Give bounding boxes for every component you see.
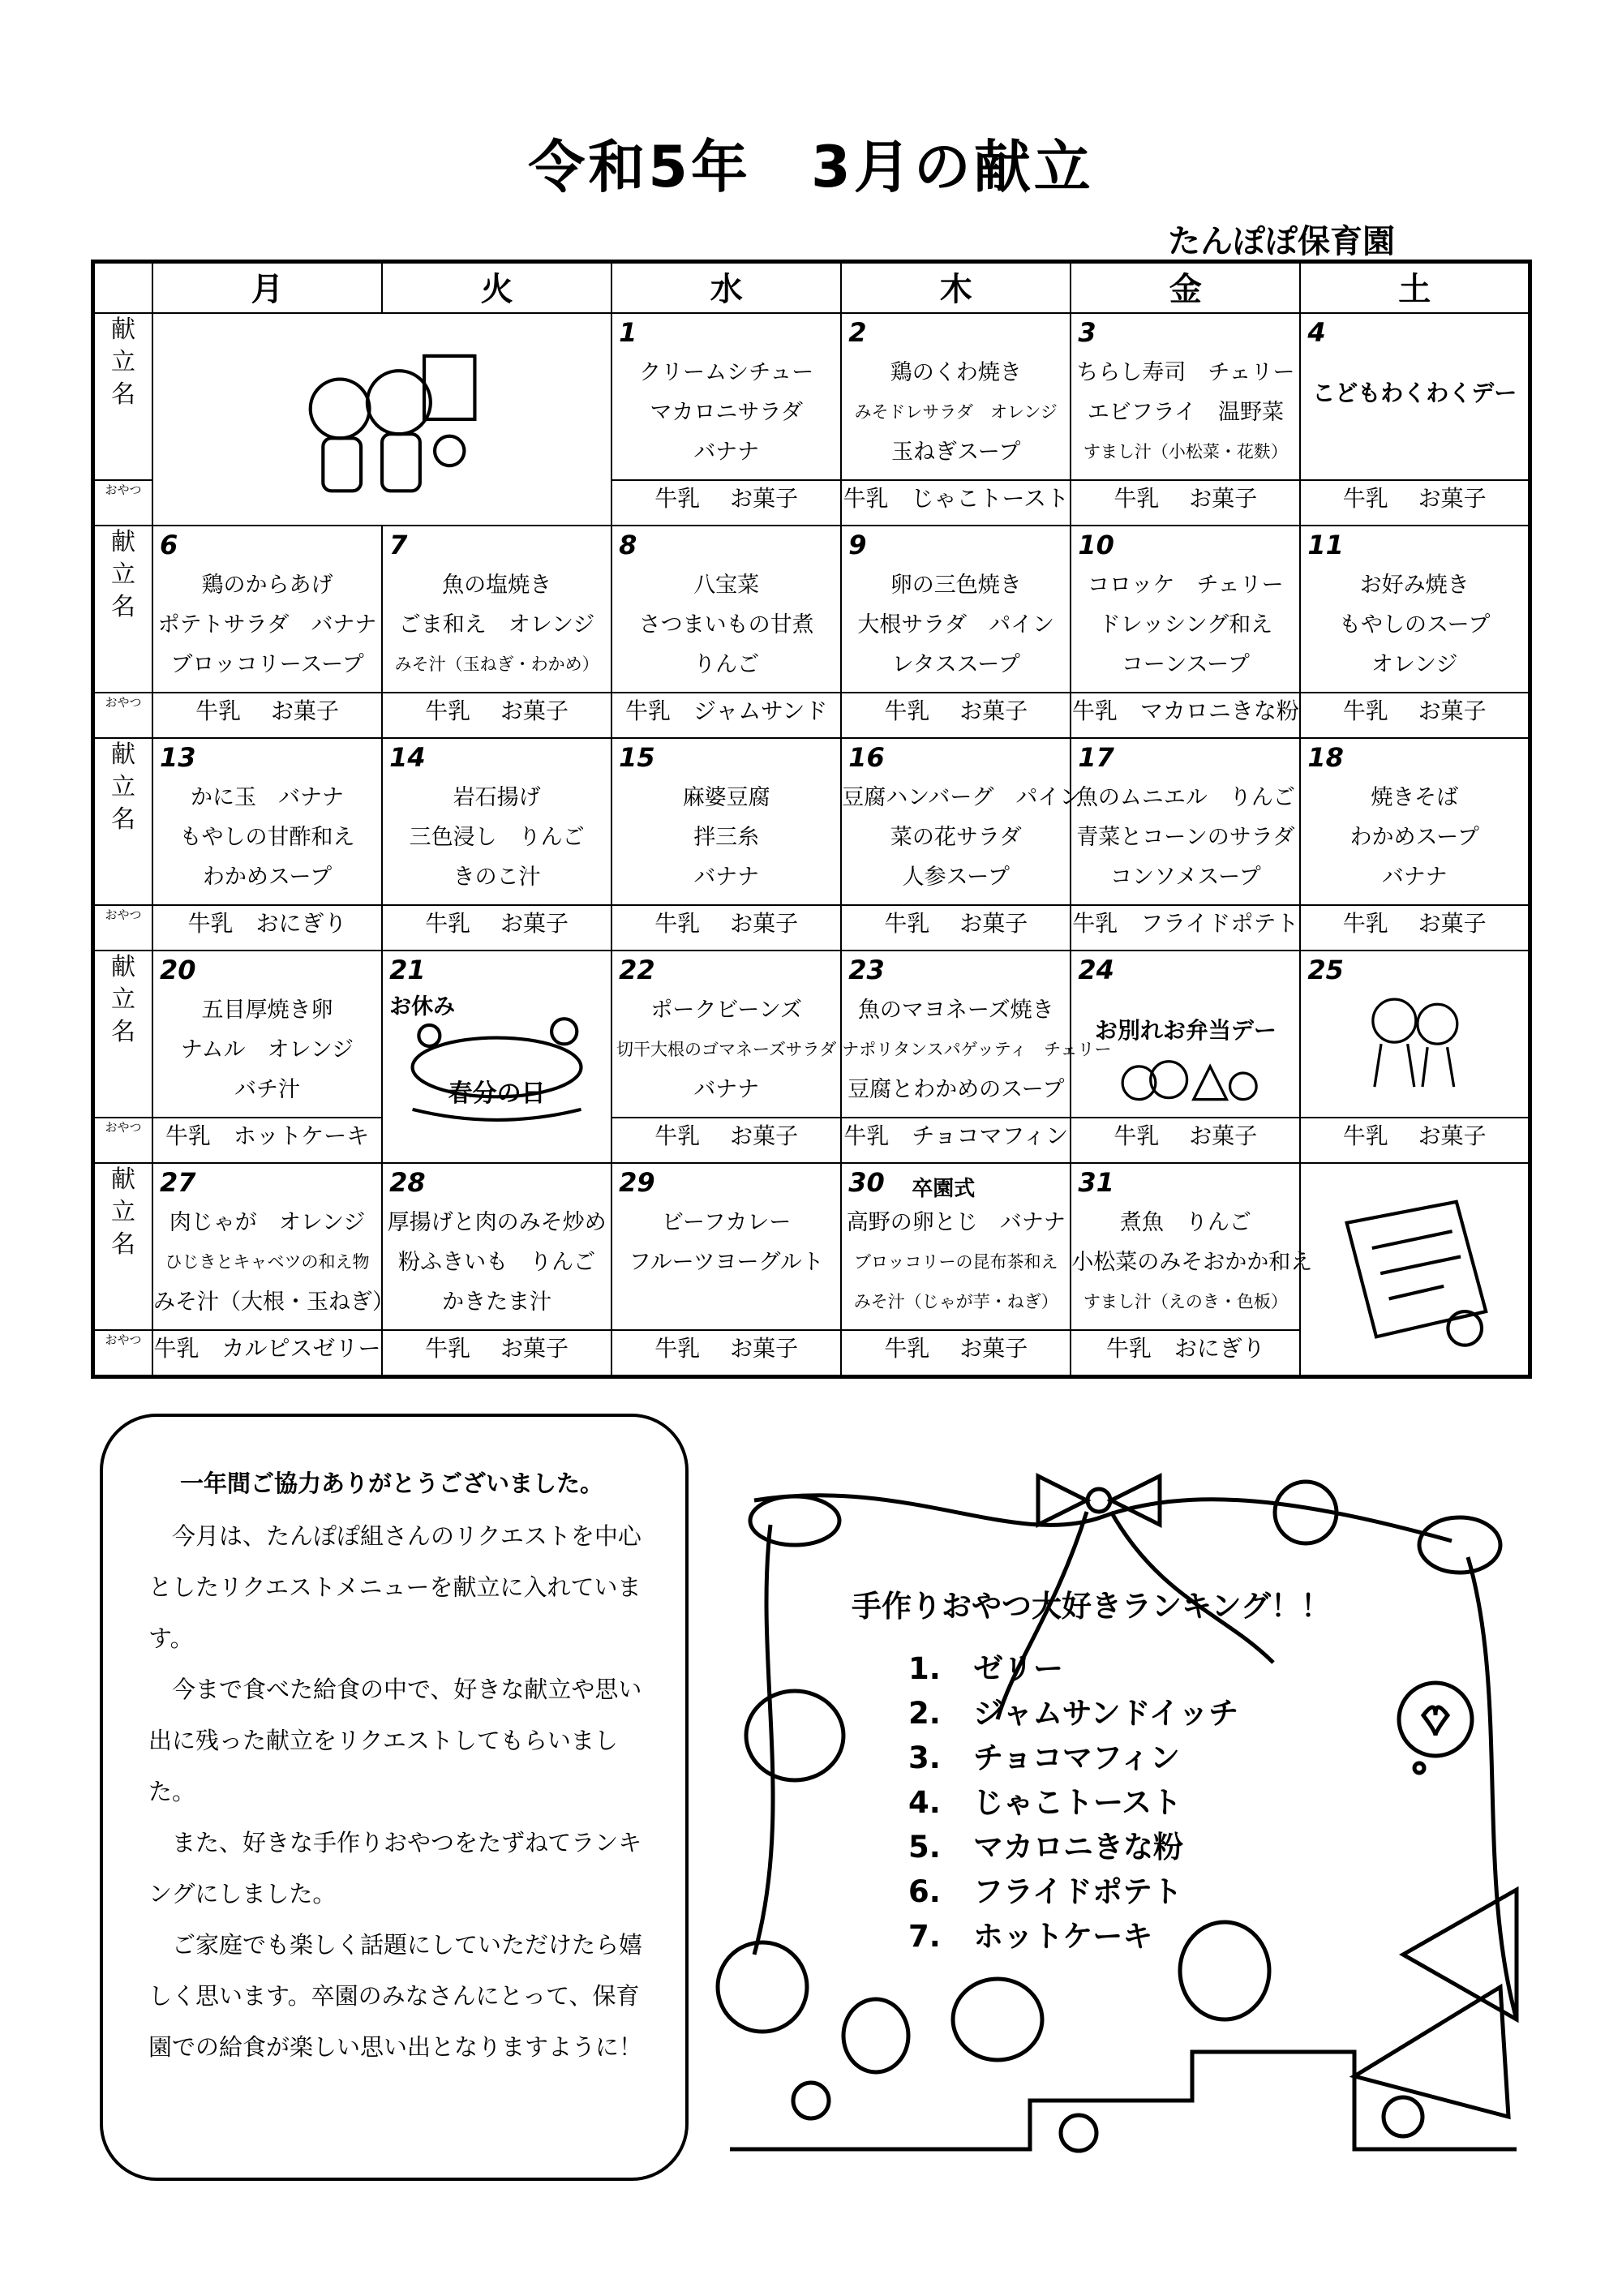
date-number: 6 [160,530,178,561]
ranking-item [908,1780,1238,1825]
ranking-item [908,1646,1238,1691]
menu-item: ナポリタンスパゲッティ チェリー [842,1040,1112,1060]
menu-item: わかめスープ [202,865,333,891]
week-menu-row [93,738,1530,905]
day-note: お休み [389,994,456,1020]
ranking-item [908,1914,1238,1959]
menu-item: 拌三糸 [693,825,760,851]
date-number: 1 [619,317,637,349]
menu-item: もやしの甘酢和え [179,825,355,851]
menu-item: 三色浸し りんご [409,825,585,851]
ranking-title: 手作りおやつ大好きランキング！！ [852,1589,1331,1624]
ranking-name: マカロニきな粉 [973,1830,1183,1865]
date-number: 29 [619,1166,655,1198]
label-snack: おやつ [93,693,153,738]
menu-items [842,778,1082,897]
date-number: 14 [389,742,426,774]
menu-item: 八宝菜 [693,573,760,599]
menu-items [612,353,840,472]
day-cell [382,526,611,693]
menu-item: ちらし寿司 チェリー [1076,360,1295,386]
ranking-name: チョコマフィン [973,1740,1180,1775]
menu-item: 青菜とコーンのサラダ [1076,825,1295,851]
bento-illustration [1071,984,1299,1149]
menu-items [1301,565,1528,685]
menu-item: エビフライ 温野菜 [1087,400,1284,426]
snack-cell: 牛乳 カルピスゼリー [152,1330,382,1377]
menu-item: さつまいもの甘煮 [638,612,814,638]
menu-item: バナナ [693,865,760,891]
ranking-item [908,1736,1238,1780]
date-number: 30 [848,1166,885,1198]
menu-item: 岩石揚げ [453,785,541,811]
day-cell [1300,738,1530,905]
label-snack: おやつ [93,905,153,951]
menu-items [153,990,381,1109]
menu-item: すまし汁（小松菜・花麩） [1083,442,1288,462]
ranking-name: じゃこトースト [973,1785,1182,1820]
menu-items [612,565,840,685]
day-cell [152,951,382,1118]
ranking-item [908,1869,1238,1914]
menu-item: ブロッコリーの昆布茶和え [853,1251,1058,1272]
menu-item: ナムル オレンジ [180,1037,354,1063]
menu-table [91,260,1532,1379]
menu-items [153,565,381,685]
menu-items [612,990,840,1109]
snack-cell: 牛乳 じゃこトースト [841,480,1071,526]
label-snack: おやつ [93,1330,153,1377]
school-name: たんぽぽ保育園 [1168,223,1395,260]
menu-item: 鶏のくわ焼き [890,360,1022,386]
menu-items [842,990,1112,1109]
snack-cell: 牛乳 お菓子 [382,693,611,738]
menu-items [383,778,611,897]
menu-items [383,1203,611,1322]
menu-item: 魚のマヨネーズ焼き [857,998,1054,1024]
menu-item: 大根サラダ パイン [857,612,1055,638]
date-number: 21 [389,955,426,986]
day-cell [841,526,1071,693]
menu-items [842,1203,1070,1322]
corner-cell [93,262,153,314]
menu-item: 厚揚げと肉のみそ炒め [387,1209,607,1235]
date-number: 10 [1078,530,1114,561]
date-number: 22 [619,955,655,986]
label-menu-name: 献 立 名 [93,951,153,1118]
snack-cell: 牛乳 お菓子 [841,693,1071,738]
menu-items [1071,778,1299,897]
snack-cell: 牛乳 お菓子 [1300,480,1530,526]
label-snack: おやつ [93,1118,153,1163]
day-cell [1071,1163,1313,1330]
menu-item: 麻婆豆腐 [682,785,770,811]
day-cell [611,951,841,1118]
menu-item: 五目厚焼き卵 [201,998,333,1024]
ranking-number: 3. [908,1740,941,1775]
menu-item: バナナ [693,440,760,466]
snack-cell: 牛乳 おにぎり [152,905,382,951]
date-number: 18 [1307,742,1344,774]
menu-item: すまし汁（えのき・色板） [1083,1291,1288,1311]
label-menu-name: 献 立 名 [93,313,153,480]
message-heading: 一年間ご協力ありがとうございました。 [180,1470,604,1497]
snack-cell: 牛乳 フライドポテト [1071,905,1300,951]
snack-cell: 牛乳 お菓子 [841,1330,1071,1377]
label-menu-name: 献 立 名 [93,1163,153,1330]
menu-item: もやしのスープ [1339,612,1491,638]
day-cell [152,738,382,905]
menu-items [383,565,611,685]
menu-item: バナナ [693,1077,760,1103]
menu-item: 小松菜のみそおかか和え [1071,1249,1313,1275]
special-day: お別れお弁当デー [1094,1017,1277,1045]
snack-cell: 牛乳 お菓子 [152,693,382,738]
menu-item: 菜の花サラダ [890,825,1022,851]
day-cell [1300,526,1530,693]
week-menu-row [93,1163,1530,1330]
menu-item: フルーツヨーグルト [629,1249,824,1275]
day-tue: 火 [382,262,611,314]
menu-item: きのこ汁 [453,865,541,891]
snack-cell: 牛乳 お菓子 [841,905,1071,951]
date-number: 25 [1307,955,1344,986]
menu-item: クリームシチュー [639,360,814,386]
day-cell [382,738,611,905]
day-cell [841,1163,1071,1330]
certificate-illustration [1301,1164,1528,1375]
label-menu-name: 献 立 名 [93,526,153,693]
message-paragraph: 今月は、たんぽぽ組さんのリクエストを中心としたリクエストメニューを献立に入れています。 [148,1522,642,1652]
holiday-name: 春分の日 [448,1079,546,1109]
date-number: 4 [1307,317,1326,349]
label-menu-name: 献 立 名 [93,738,153,905]
menu-item: ドレッシング和え [1098,612,1273,638]
menu-item: 卵の三色焼き [890,573,1022,599]
menu-items [1301,778,1528,897]
snack-cell: 牛乳 お菓子 [1300,1118,1530,1163]
menu-item: コーンスープ [1121,652,1250,678]
snack-cell: 牛乳 お菓子 [611,1330,841,1377]
day-sat: 土 [1300,262,1530,314]
day-cell [611,313,841,480]
ranking-item [908,1691,1238,1736]
day-cell [841,738,1082,905]
menu-item: 魚のムニエル りんご [1075,785,1295,811]
menu-item: かきたま汁 [442,1289,552,1315]
menu-item: 魚の塩焼き [442,573,552,599]
special-day: こどもわくわくデー [1312,380,1517,407]
day-cell [1300,951,1530,1118]
day-cell [1071,313,1300,480]
date-note: 卒園式 [912,1176,976,1201]
menu-item: バチ汁 [234,1077,301,1103]
message-paragraph: ご家庭でも楽しく話題にしていただけたら嬉しく思います。卒園のみなさんにとって、保育園での給食が楽しい思い出となりますように！ [148,1931,643,2061]
snack-cell: 牛乳 ジャムサンド [611,693,841,738]
message-box [100,1414,689,2181]
snack-cell: 牛乳 お菓子 [1071,1118,1300,1163]
menu-item: 玉ねぎスープ [891,440,1021,466]
snack-cell: 牛乳 お菓子 [611,905,841,951]
menu-item: 豆腐とわかめのスープ [847,1077,1065,1103]
week-snack-row [93,1118,1530,1163]
ranking-name: ジャムサンドイッチ [973,1696,1239,1731]
day-cell [611,1163,841,1330]
day-fri: 金 [1071,262,1300,314]
snack-cell: 牛乳 お菓子 [1300,905,1530,951]
ranking-number: 7. [908,1919,941,1954]
menu-item: 豆腐ハンバーグ パイン [842,785,1082,811]
ranking-number: 2. [908,1696,941,1731]
day-mon: 月 [152,262,382,314]
menu-item: ポテトサラダ バナナ [157,612,377,638]
message-paragraph: また、好きな手作りおやつをたずねてランキングにしました。 [148,1829,642,1908]
date-number: 7 [389,530,408,561]
week-menu-row [93,526,1530,693]
day-cell [152,526,382,693]
ranking-name: ゼリー [973,1651,1063,1686]
ranking-number: 5. [908,1830,941,1865]
snack-cell: 牛乳 おにぎり [1071,1330,1300,1377]
menu-item: かに玉 バナナ [191,785,345,811]
menu-item: ひじきとキャベツの和え物 [165,1251,370,1272]
menu-items [153,1203,394,1322]
date-number: 15 [619,742,655,774]
day-thu: 木 [841,262,1071,314]
snack-cell: 牛乳 お菓子 [1300,693,1530,738]
menu-items [612,1203,840,1322]
spring-flowers-illustration [383,951,611,1162]
ranking-item [908,1825,1238,1869]
day-cell [382,1163,611,1330]
menu-item: 鶏のからあげ [201,573,333,599]
menu-item: レタススープ [891,652,1020,678]
date-number: 28 [389,1166,426,1198]
menu-items [1071,1203,1313,1322]
menu-items [1071,565,1299,685]
week-snack-row [93,905,1530,951]
weekday-header-row [93,262,1530,314]
page-title: 令和5年 3月の献立 [528,134,1094,200]
menu-items [1071,353,1299,472]
date-number: 27 [160,1166,196,1198]
date-number: 17 [1078,742,1114,774]
menu-item: ポークビーンズ [650,998,802,1024]
menu-item: みそドレサラダ オレンジ [854,402,1058,423]
date-number: 23 [848,955,885,986]
menu-items [612,778,840,897]
menu-item: コンソメスープ [1109,865,1261,891]
day-cell [1300,313,1530,480]
menu-items [842,565,1070,685]
snack-cell: 牛乳 お菓子 [382,1330,611,1377]
day-cell [841,313,1071,480]
ranking-number: 1. [908,1651,941,1686]
menu-item: ごま和え オレンジ [398,612,595,638]
menu-item: みそ汁（じゃが芋・ねぎ） [853,1291,1058,1311]
snack-cell: 牛乳 マカロニきな粉 [1071,693,1300,738]
label-snack: おやつ [93,480,153,526]
day-cell [611,738,841,905]
date-number: 13 [160,742,196,774]
menu-item: みそ汁（大根・玉ねぎ） [153,1289,394,1315]
date-number: 2 [848,317,867,349]
date-number: 24 [1078,955,1114,986]
week-menu-row [93,313,1530,480]
snack-cell: 牛乳 お菓子 [1071,480,1300,526]
ranking-list [908,1646,1238,1959]
snack-cell: 牛乳 ホットケーキ [152,1118,382,1163]
day-wed: 水 [611,262,841,314]
menu-item: コロッケ チェリー [1088,573,1284,599]
menu-item: りんご [693,652,760,678]
illustration-cell [152,313,611,526]
ranking-name: ホットケーキ [973,1919,1153,1954]
message-body [148,1511,651,2073]
menu-item: お好み焼き [1359,573,1470,599]
day-cell [382,951,611,1163]
day-cell [611,526,841,693]
menu-items [842,353,1070,472]
menu-item: 肉じゃが オレンジ [169,1209,366,1235]
menu-item: 煮魚 りんご [1119,1209,1251,1235]
snack-cell: 牛乳 お菓子 [382,905,611,951]
menu-item: 高野の卵とじ バナナ [846,1209,1066,1235]
menu-item: みそ汁（玉ねぎ・わかめ） [394,654,599,675]
menu-item: 粉ふきいも りんご [398,1249,596,1275]
ranking-name: フライドポテト [973,1874,1182,1909]
snack-cell: 牛乳 お菓子 [611,1118,841,1163]
menu-item: バナナ [1381,865,1448,891]
date-number: 11 [1307,530,1344,561]
ranking-number: 6. [908,1874,941,1909]
date-number: 20 [160,955,196,986]
date-number: 3 [1078,317,1096,349]
week-snack-row [93,693,1530,738]
snack-cell: 牛乳 お菓子 [611,480,841,526]
day-cell [152,1163,394,1330]
menu-item: ブロッコリースープ [170,652,364,678]
menu-items [153,778,381,897]
menu-item: わかめスープ [1350,825,1479,851]
snack-cell: 牛乳 チョコマフィン [841,1118,1071,1163]
week-menu-row [93,951,1530,1118]
children-illustration [153,314,611,525]
illustration-cell [1300,1163,1530,1377]
date-number: 31 [1078,1166,1114,1198]
date-number: 16 [848,742,885,774]
menu-item: 焼きそば [1371,785,1459,811]
date-number: 8 [619,530,637,561]
message-paragraph: 今まで食べた給食の中で、好きな献立や思い出に残った献立をリクエストしてもらいました。 [148,1676,642,1805]
menu-item: 人参スープ [902,865,1010,891]
day-cell [1071,526,1300,693]
menu-item: マカロニサラダ [650,400,804,426]
day-cell [1071,738,1300,905]
menu-item: オレンジ [1371,652,1458,678]
date-number: 9 [848,530,867,561]
menu-item: ビーフカレー [662,1209,792,1235]
kids-hug-illustration [1301,951,1528,1117]
menu-item: 切干大根のゴマネーズサラダ [616,1040,837,1060]
day-cell [1071,951,1300,1118]
ranking-number: 4. [908,1785,941,1820]
